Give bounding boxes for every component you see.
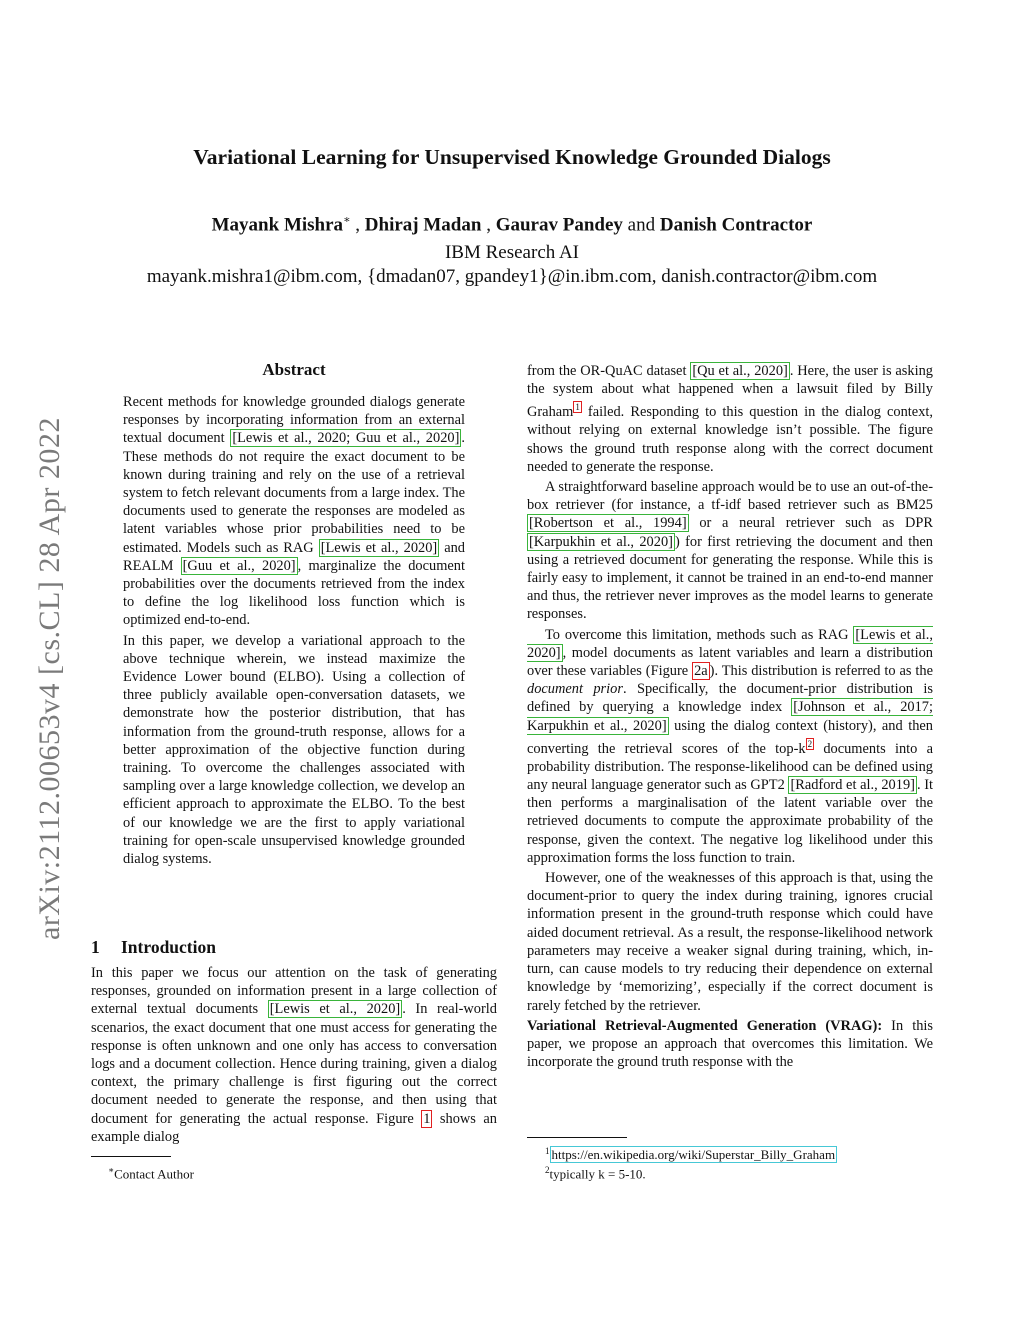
citation-link[interactable]: [Robertson et al., 1994] xyxy=(529,515,687,532)
abstract-body xyxy=(123,393,465,870)
abstract-paragraph-2: In this paper, we develop a variational approach to the above technique wherein, we instead maximize the Evidence Lower bound (ELBO). Using a collection of three publicly available open-conversation datasets, we demonstrate how the posterior distribution, that has information from the ground-truth response, allows for a better approximation of the objective function during training. To overcome the challenges associated with sampling over a large knowledge collection, we develop an efficient approach to approximate the ELBO. To the best of our knowledge we are the first to apply variational training for open-scale unsupervised knowledge grounded dialog systems. xyxy=(123,632,465,868)
footnote-url-link[interactable]: https://en.wikipedia.org/wiki/Superstar_Billy_Graham xyxy=(551,1147,836,1163)
citation-link[interactable]: [Radford et al., 2019] xyxy=(790,777,915,794)
author-emails: mayank.mishra1@ibm.com, {dmadan07, gpandey1}@in.ibm.com, danish.contractor@ibm.com xyxy=(146,266,878,287)
figure-link[interactable]: 2a xyxy=(694,663,708,680)
author-3: Gaurav Pandey xyxy=(495,214,623,236)
citation-link[interactable]: [Lewis et al., 2020] xyxy=(527,626,934,661)
abstract-heading: Abstract xyxy=(262,360,326,379)
footnote-link[interactable]: 1 xyxy=(575,402,580,413)
abstract-paragraph-1: Recent methods for knowledge grounded dialogs generate responses by incorporating information from an external textual document [Lewis et al., 2020; Guu et al., 2020] . These methods do not require the exact document to be known during training and rely on the use of a retrieval system to fetch relevant documents from a large index. The documents used to generate the responses are modeled as latent variables whose prior probabilities need to be estimated. Models such as RAG [Lewis et al., 2020] and REALM [Guu et al., 2020] , marginalize the document probabilities over the documents retrieved from the index to define the log likelihood loss function which is optimized end-to-end. xyxy=(123,394,465,629)
citation-link[interactable]: [Lewis et al., 2020; Guu et al., 2020] xyxy=(232,430,460,447)
citation-link[interactable]: [Guu et al., 2020] xyxy=(182,557,296,574)
arxiv-identifier: arXiv:2112.00653v4 [cs.CL] 28 Apr 2022 xyxy=(33,417,66,940)
author-4: Danish Contractor xyxy=(659,214,813,236)
figure-link[interactable]: 1 xyxy=(423,1110,431,1127)
footnote-2: $^2$typically k = 5-10. xyxy=(545,1165,646,1182)
footnote-contact: ∗Contact Author xyxy=(108,1165,194,1182)
section-number: 1 xyxy=(91,937,100,957)
citation-link[interactable]: [Karpukhin et al., 2020] xyxy=(529,533,673,550)
author-and: and xyxy=(627,214,656,236)
right-paragraph-5: Variational Retrieval-Augmented Generation (VRAG): In this paper, we propose an approach that overcomes this limitation. We incorporate the ground truth response with the xyxy=(527,1017,933,1071)
author-list: Mayank Mishra∗ , Dhiraj Madan , Gaurav Pandey and Danish Contractor xyxy=(211,214,813,236)
section-title: Introduction xyxy=(121,937,216,957)
right-paragraph-1: from the OR-QuAC dataset [Qu et al., 2020] . Here, the user is asking the system about what happened when a lawsuit filed by Billy Graham $^1$ failed. Responding to this question in the dialog context, without relying on external knowledge isn’t possible. The figure shows the ground truth response along with the correct document needed to generate the response. xyxy=(527,363,933,475)
intro-paragraph: In this paper we focus our attention on the task of generating responses, grounded on information present in a large collection of external textual documents [Lewis et al., 2020] . In real-world scenarios, the exact document that one must access for generating the response is often unknown and one only has access to conversation logs and a document collection. Hence during training, given a dialog context, the primary challenge is first figuring out the correct document needed to generate the response, and then using that document for generating the actual response. Figure 1 shows an example dialog xyxy=(91,965,497,1145)
right-column-body xyxy=(527,362,933,1073)
author-1-mark: ∗ xyxy=(343,214,351,226)
citation-link[interactable]: [Lewis et al., 2020] xyxy=(320,539,438,556)
citation-link[interactable]: [Qu et al., 2020] xyxy=(692,363,788,379)
citation-link[interactable]: [Lewis et al., 2020] xyxy=(269,1001,401,1018)
right-paragraph-4: However, one of the weaknesses of this approach is that, using the document-prior to query the index during training, ignores crucial information present in the ground-truth response which could have aided document retrieval. As a result, the response-likelihood network parameters may receive a weaker signal during training, which, in-turn, can cause models to try reducing their dependence on external knowledge by ‘memorizing’, especially if the correct document is rarely fetched by the retriever. xyxy=(527,870,933,1014)
right-paragraph-2: A straightforward baseline approach would be to use an out-of-the-box retriever (for instance, a tf-idf based retriever such as BM25 [Robertson et al., 1994] or a neural retriever such as DPR [Karpukhin et al., 2020] ) for first retrieving the document and then using a retrieved document for generating the response. While this is fairly easy to implement, it cannot be trained in an end-to-end manner and thus, the retriever never improves as the model learns to generate responses. xyxy=(527,479,934,623)
footnote-link[interactable]: 2 xyxy=(807,738,813,749)
author-2: Dhiraj Madan xyxy=(364,214,482,236)
footnote-rule-left xyxy=(91,1156,171,1157)
vrag-heading: Variational Retrieval-Augmented Generation (VRAG): xyxy=(527,1017,883,1034)
section-heading-introduction xyxy=(91,937,216,958)
right-paragraph-3: To overcome this limitation, methods such as RAG [Lewis et al., 2020] , model documents as latent variables and learn a distribution over these variables (Figure 2a ). This distribution is referred to as the document prior. Specifically, the document-prior distribution is defined by querying a knowledge index [Johnson et al., 2017; Karpukhin et al., 2020] using the dialog context (history), and then converting the retrieval scores of the top-k $^2$ documents into a probability distribution. The response-likelihood can be defined using any neural language generator such as GPT2 [Radford et al., 2019] . It then performs a marginalisation of the latent variable over the retrieved documents to compute the approximate probability of the response, given the context. The negative log likelihood under this approximation forms the loss function to train. xyxy=(527,626,934,866)
paper-title: Variational Learning for Unsupervised Knowledge Grounded Dialogs xyxy=(193,145,831,169)
footnote-rule-right xyxy=(527,1137,627,1138)
affiliation: IBM Research AI xyxy=(444,242,580,263)
footnote-1: $^1$ https://en.wikipedia.org/wiki/Superstar_Billy_Graham xyxy=(545,1146,836,1163)
author-1: Mayank Mishra xyxy=(211,214,344,236)
citation-link[interactable]: [Johnson et al., 2017; Karpukhin et al., 2020] xyxy=(527,699,933,734)
introduction-body xyxy=(91,964,497,1146)
